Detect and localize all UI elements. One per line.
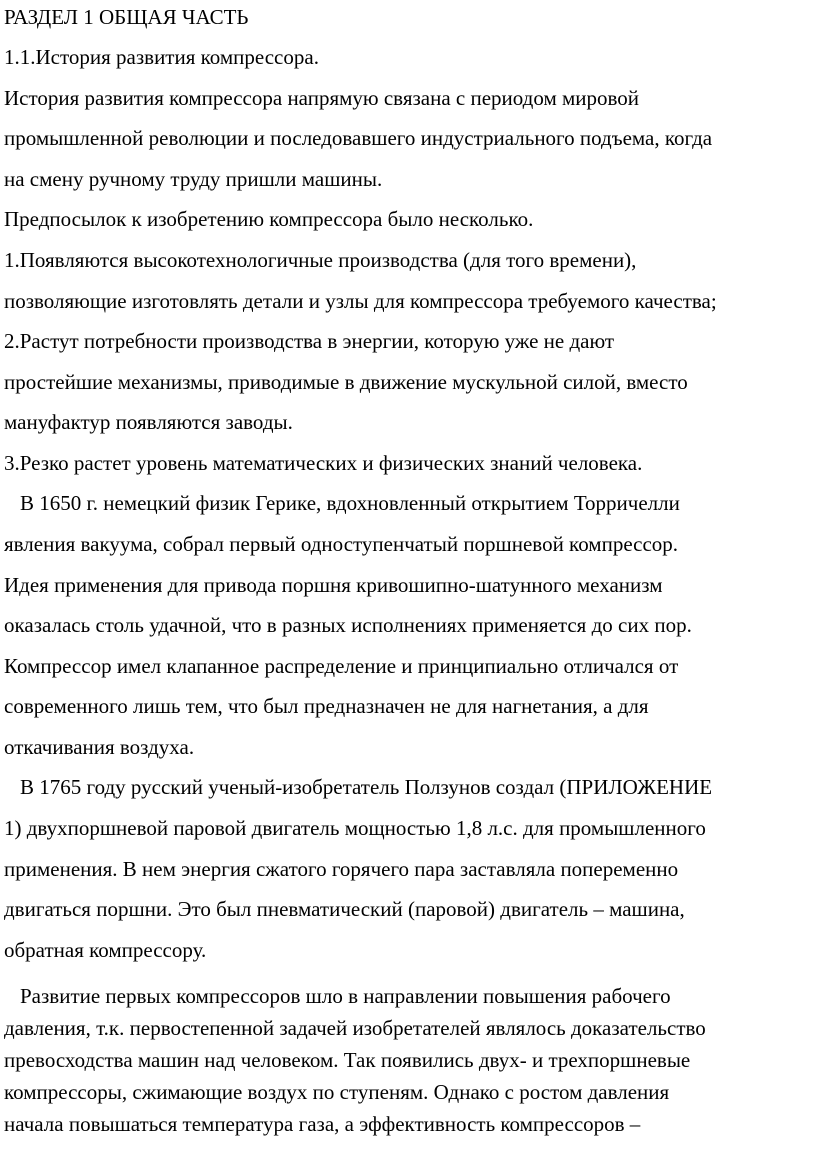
text-line: двигаться поршни. Это был пневматический (паровой) двигатель – машина, bbox=[4, 897, 685, 921]
paragraph-start: В 1650 г. немецкий физик Герике, вдохновленный открытием Торричелли bbox=[20, 491, 680, 515]
list-item: 3.Резко растет уровень математических и физических знаний человека. bbox=[4, 451, 643, 475]
text-line: откачивания воздуха. bbox=[4, 735, 195, 759]
text-line: Компрессор имел клапанное распределение и принципиально отличался от bbox=[4, 654, 679, 678]
text-line: на смену ручному труду пришли машины. bbox=[4, 167, 383, 191]
text-line: превосходства машин над человеком. Так появились двух- и трехпоршневые bbox=[4, 1048, 691, 1072]
text-line: Идея применения для привода поршня кривошипно-шатунного механизм bbox=[4, 573, 663, 597]
text-line: мануфактур появляются заводы. bbox=[4, 410, 293, 434]
section-title: РАЗДЕЛ 1 ОБЩАЯ ЧАСТЬ bbox=[4, 5, 249, 29]
text-line: 1) двухпоршневой паровой двигатель мощностью 1,8 л.с. для промышленного bbox=[4, 816, 706, 840]
text-line: Предпосылок к изобретению компрессора было несколько. bbox=[4, 207, 534, 231]
text-line: компрессоры, сжимающие воздух по ступеням. Однако с ростом давления bbox=[4, 1080, 670, 1104]
text-line: давления, т.к. первостепенной задачей изобретателей являлось доказательство bbox=[4, 1016, 706, 1040]
text-line: позволяющие изготовлять детали и узлы для компрессора требуемого качества; bbox=[4, 289, 717, 313]
text-line: начала повышаться температура газа, а эффективность компрессоров – bbox=[4, 1112, 641, 1136]
text-line: явления вакуума, собрал первый одноступенчатый поршневой компрессор. bbox=[4, 532, 679, 556]
list-item: 2.Растут потребности производства в энергии, которую уже не дают bbox=[4, 329, 615, 353]
text-line: современного лишь тем, что был предназначен не для нагнетания, а для bbox=[4, 694, 649, 718]
paragraph-start: В 1765 году русский ученый-изобретатель Ползунов создал (ПРИЛОЖЕНИЕ bbox=[20, 775, 713, 799]
text-line: промышленной революции и последовавшего индустриального подъема, когда bbox=[4, 126, 713, 150]
text-line: простейшие механизмы, приводимые в движение мускульной силой, вместо bbox=[4, 370, 688, 394]
text-line: оказалась столь удачной, что в разных исполнениях применяется до сих пор. bbox=[4, 613, 692, 637]
text-line: История развития компрессора напрямую связана с периодом мировой bbox=[4, 86, 640, 110]
text-line: обратная компрессору. bbox=[4, 938, 207, 962]
subsection-title: 1.1.История развития компрессора. bbox=[4, 45, 319, 69]
paragraph-start: Развитие первых компрессоров шло в направлении повышения рабочего bbox=[20, 984, 671, 1008]
text-line: применения. В нем энергия сжатого горячего пара заставляла попеременно bbox=[4, 857, 679, 881]
list-item: 1.Появляются высокотехнологичные производства (для того времени), bbox=[4, 248, 637, 272]
